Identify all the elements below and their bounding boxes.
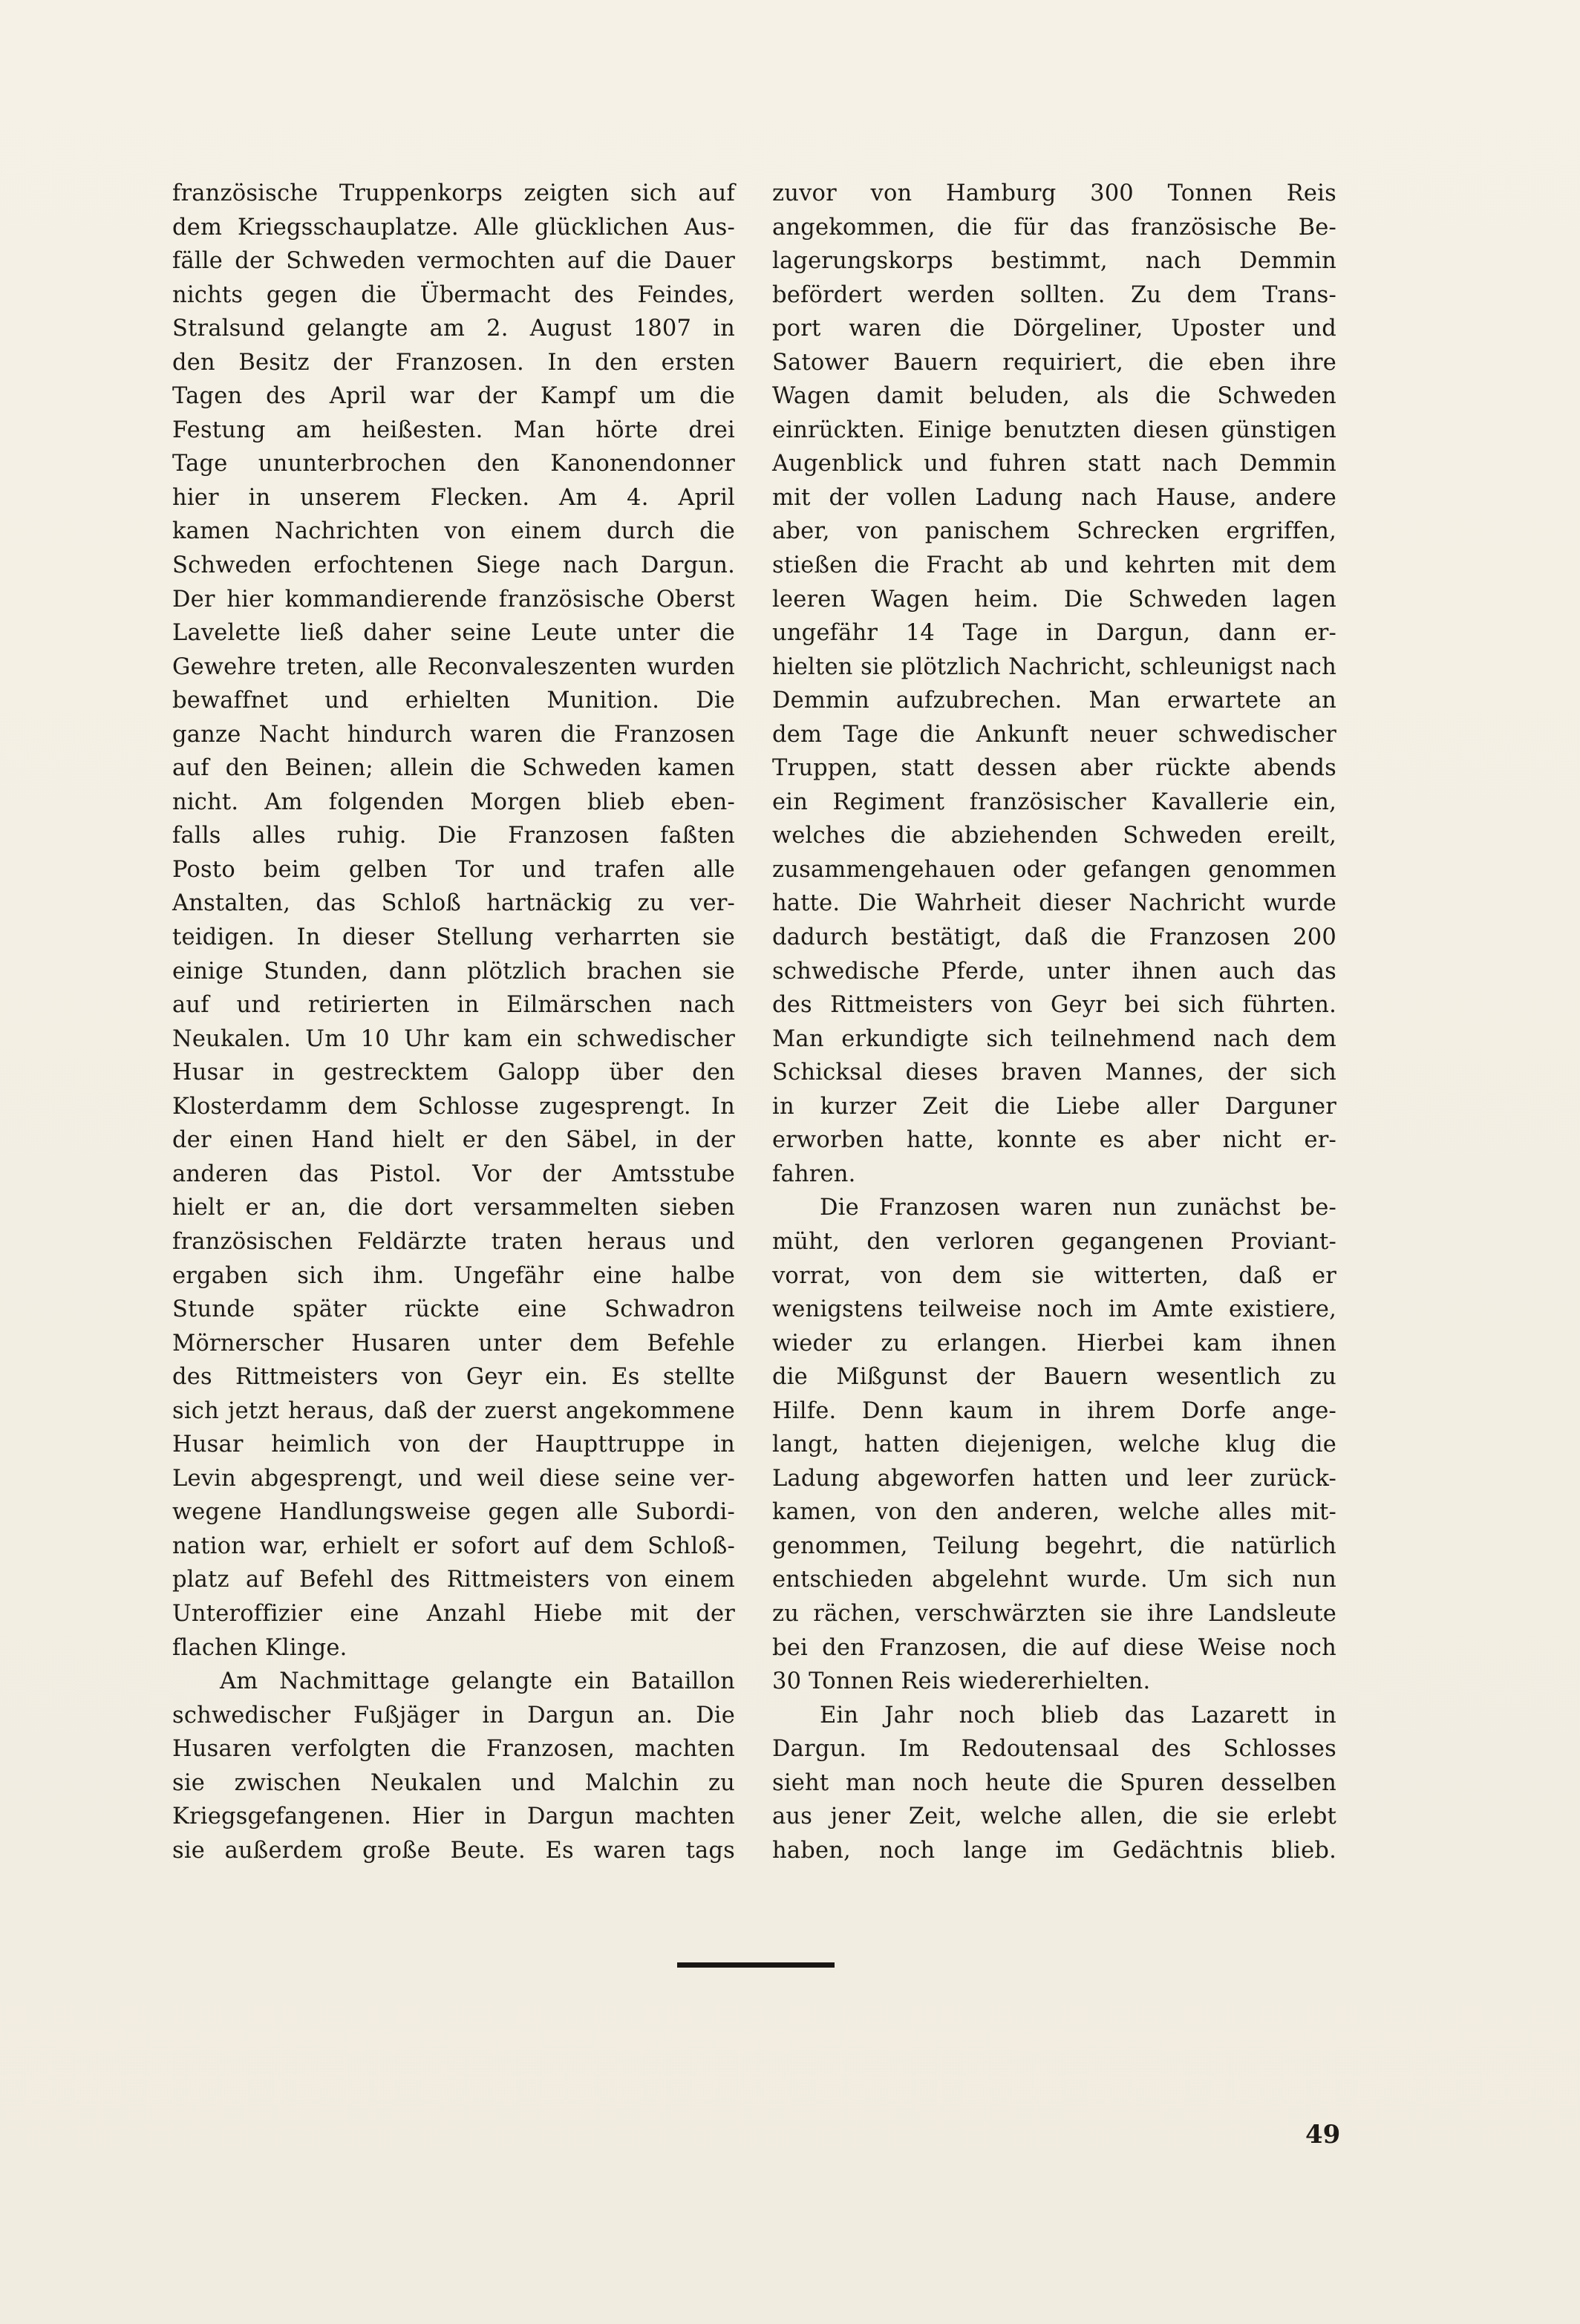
text-line: Die Franzosen waren nun zunächst be-: [820, 1195, 1336, 1221]
text-line: bewaffnet und erhielten Munition. Die: [172, 688, 735, 714]
text-line: ungefähr 14 Tage in Dargun, dann er-: [772, 620, 1336, 647]
text-line: in kurzer Zeit die Liebe aller Darguner: [772, 1093, 1336, 1120]
text-line: zusammengehauen oder gefangen genommen: [772, 856, 1336, 883]
text-line: Am Nachmittage gelangte ein Bataillon: [220, 1668, 735, 1695]
section-end-rule: [677, 1962, 835, 1968]
text-line: Wagen damit beluden, als die Schweden: [772, 383, 1336, 410]
text-line: nation war, erhielt er sofort auf dem Schloß-: [172, 1533, 735, 1559]
text-line: zuvor von Hamburg 300 Tonnen Reis: [772, 180, 1336, 206]
text-line: platz auf Befehl des Rittmeisters von einem: [172, 1567, 735, 1593]
text-line: sieht man noch heute die Spuren desselben: [772, 1769, 1336, 1796]
text-line: Husar heimlich von der Haupttruppe in: [172, 1432, 735, 1458]
text-line: sie außerdem große Beute. Es waren tags: [172, 1837, 735, 1864]
text-line: Tage ununterbrochen den Kanonendonner: [172, 451, 735, 477]
text-line: mit der vollen Ladung nach Hause, andere: [772, 484, 1336, 511]
text-line: die Mißgunst der Bauern wesentlich zu: [772, 1364, 1336, 1391]
text-line: entschieden abgelehnt wurde. Um sich nun: [772, 1567, 1336, 1593]
page-number: 49: [1305, 2120, 1341, 2150]
text-line: Levin abgesprengt, und weil diese seine ver-: [172, 1465, 735, 1492]
text-line: welches die abziehenden Schweden ereilt,: [772, 823, 1336, 849]
text-line: dem Kriegsschauplatze. Alle glücklichen Aus-: [172, 214, 735, 241]
text-line: Mörnerscher Husaren unter dem Befehle: [172, 1330, 735, 1357]
text-line: ergaben sich ihm. Ungefähr eine halbe: [172, 1262, 735, 1289]
text-line: genommen, Teilung begehrt, die natürlich: [772, 1533, 1336, 1559]
text-line: teidigen. In dieser Stellung verharrten sie: [172, 924, 735, 951]
text-line: Der hier kommandierende französische Oberst: [172, 586, 735, 613]
text-line: hielten sie plötzlich Nachricht, schleunigst nach: [772, 653, 1336, 680]
text-line: Lavelette ließ daher seine Leute unter die: [172, 620, 735, 647]
text-line: ganze Nacht hindurch waren die Franzosen: [172, 721, 735, 748]
text-line: angekommen, die für das französische Be-: [772, 214, 1336, 241]
text-line: langt, hatten diejenigen, welche klug die: [772, 1432, 1336, 1458]
text-line: leeren Wagen heim. Die Schweden lagen: [772, 586, 1336, 613]
text-line: einige Stunden, dann plötzlich brachen sie: [172, 958, 735, 985]
text-line: Schweden erfochtenen Siege nach Dargun.: [172, 552, 735, 579]
right-text-column: [772, 177, 1336, 1867]
text-line: nicht. Am folgenden Morgen blieb eben-: [172, 789, 735, 815]
text-line: französischen Feldärzte traten heraus und: [172, 1228, 735, 1255]
text-line: Festung am heißesten. Man hörte drei: [172, 417, 735, 443]
text-line: dem Tage die Ankunft neuer schwedischer: [772, 721, 1336, 748]
text-line: Unteroffizier eine Anzahl Hiebe mit der: [172, 1600, 735, 1627]
text-line: hatte. Die Wahrheit dieser Nachricht wurde: [772, 890, 1336, 917]
text-line: Schicksal dieses braven Mannes, der sich: [772, 1060, 1336, 1086]
text-line: kamen Nachrichten von einem durch die: [172, 518, 735, 545]
text-line: wieder zu erlangen. Hierbei kam ihnen: [772, 1330, 1336, 1357]
text-line: kamen, von den anderen, welche alles mit-: [772, 1499, 1336, 1526]
text-line: Man erkundigte sich teilnehmend nach dem: [772, 1025, 1336, 1052]
text-line: Dargun. Im Redoutensaal des Schlosses: [772, 1736, 1336, 1763]
text-line: hier in unserem Flecken. Am 4. April: [172, 484, 735, 511]
text-line: aus jener Zeit, welche allen, die sie erlebt: [772, 1804, 1336, 1830]
text-line: Hilfe. Denn kaum in ihrem Dorfe ange-: [772, 1397, 1336, 1424]
text-line: nichts gegen die Übermacht des Feindes,: [172, 281, 735, 308]
text-line: Gewehre treten, alle Reconvaleszenten wurden: [172, 653, 735, 680]
text-line: sich jetzt heraus, daß der zuerst angekommene: [172, 1397, 735, 1424]
text-line: wegene Handlungsweise gegen alle Subordi-: [172, 1499, 735, 1526]
text-line: flachen Klinge.: [172, 1634, 347, 1661]
text-line: aber, von panischem Schrecken ergriffen,: [772, 518, 1336, 545]
text-line: anderen das Pistol. Vor der Amtsstube: [172, 1161, 735, 1187]
text-line: befördert werden sollten. Zu dem Trans-: [772, 281, 1336, 308]
text-line: einrückten. Einige benutzten diesen günstigen: [772, 417, 1336, 443]
text-line: Augenblick und fuhren statt nach Demmin: [772, 451, 1336, 477]
text-line: stießen die Fracht ab und kehrten mit dem: [772, 552, 1336, 579]
text-line: der einen Hand hielt er den Säbel, in der: [172, 1127, 735, 1154]
text-line: des Rittmeisters von Geyr ein. Es stellte: [172, 1364, 735, 1391]
text-line: Ladung abgeworfen hatten und leer zurück-: [772, 1465, 1336, 1492]
text-line: Demmin aufzubrechen. Man erwartete an: [772, 688, 1336, 714]
text-line: Klosterdamm dem Schlosse zugesprengt. In: [172, 1093, 735, 1120]
text-line: haben, noch lange im Gedächtnis blieb.: [772, 1837, 1336, 1864]
text-line: Stralsund gelangte am 2. August 1807 in: [172, 316, 735, 342]
text-line: ein Regiment französischer Kavallerie ein,: [772, 789, 1336, 815]
text-line: hielt er an, die dort versammelten sieben: [172, 1195, 735, 1221]
text-line: schwedischer Fußjäger in Dargun an. Die: [172, 1702, 735, 1729]
text-line: Ein Jahr noch blieb das Lazarett in: [820, 1702, 1336, 1729]
text-line: Kriegsgefangenen. Hier in Dargun machten: [172, 1804, 735, 1830]
text-line: sie zwischen Neukalen und Malchin zu: [172, 1769, 735, 1796]
text-line: Husaren verfolgten die Franzosen, machten: [172, 1736, 735, 1763]
text-line: fahren.: [772, 1161, 856, 1187]
text-line: Anstalten, das Schloß hartnäckig zu ver-: [172, 890, 735, 917]
text-line: lagerungskorps bestimmt, nach Demmin: [772, 248, 1336, 275]
text-line: zu rächen, verschwärzten sie ihre Landsleute: [772, 1600, 1336, 1627]
text-line: bei den Franzosen, die auf diese Weise noch: [772, 1634, 1336, 1661]
text-line: 30 Tonnen Reis wiedererhielten.: [772, 1668, 1151, 1695]
text-line: müht, den verloren gegangenen Proviant-: [772, 1228, 1336, 1255]
text-line: fälle der Schweden vermochten auf die Dauer: [172, 248, 735, 275]
left-text-column: [172, 177, 735, 1867]
text-line: schwedische Pferde, unter ihnen auch das: [772, 958, 1336, 985]
text-line: wenigstens teilweise noch im Amte existiere,: [772, 1296, 1336, 1323]
text-line: Tagen des April war der Kampf um die: [172, 383, 735, 410]
text-line: den Besitz der Franzosen. In den ersten: [172, 349, 735, 376]
text-line: Husar in gestrecktem Galopp über den: [172, 1060, 735, 1086]
text-line: erworben hatte, konnte es aber nicht er-: [772, 1127, 1336, 1154]
text-line: des Rittmeisters von Geyr bei sich führten.: [772, 992, 1336, 1019]
text-line: auf den Beinen; allein die Schweden kamen: [172, 755, 735, 782]
text-line: Satower Bauern requiriert, die eben ihre: [772, 349, 1336, 376]
text-line: französische Truppenkorps zeigten sich auf: [172, 180, 735, 206]
text-line: Neukalen. Um 10 Uhr kam ein schwedischer: [172, 1025, 735, 1052]
text-line: Stunde später rückte eine Schwadron: [172, 1296, 735, 1323]
text-line: falls alles ruhig. Die Franzosen faßten: [172, 823, 735, 849]
text-line: Truppen, statt dessen aber rückte abends: [772, 755, 1336, 782]
text-line: auf und retirierten in Eilmärschen nach: [172, 992, 735, 1019]
text-line: Posto beim gelben Tor und trafen alle: [172, 856, 735, 883]
text-line: port waren die Dörgeliner, Uposter und: [772, 316, 1336, 342]
text-line: dadurch bestätigt, daß die Franzosen 200: [772, 924, 1336, 951]
text-line: vorrat, von dem sie witterten, daß er: [772, 1262, 1336, 1289]
